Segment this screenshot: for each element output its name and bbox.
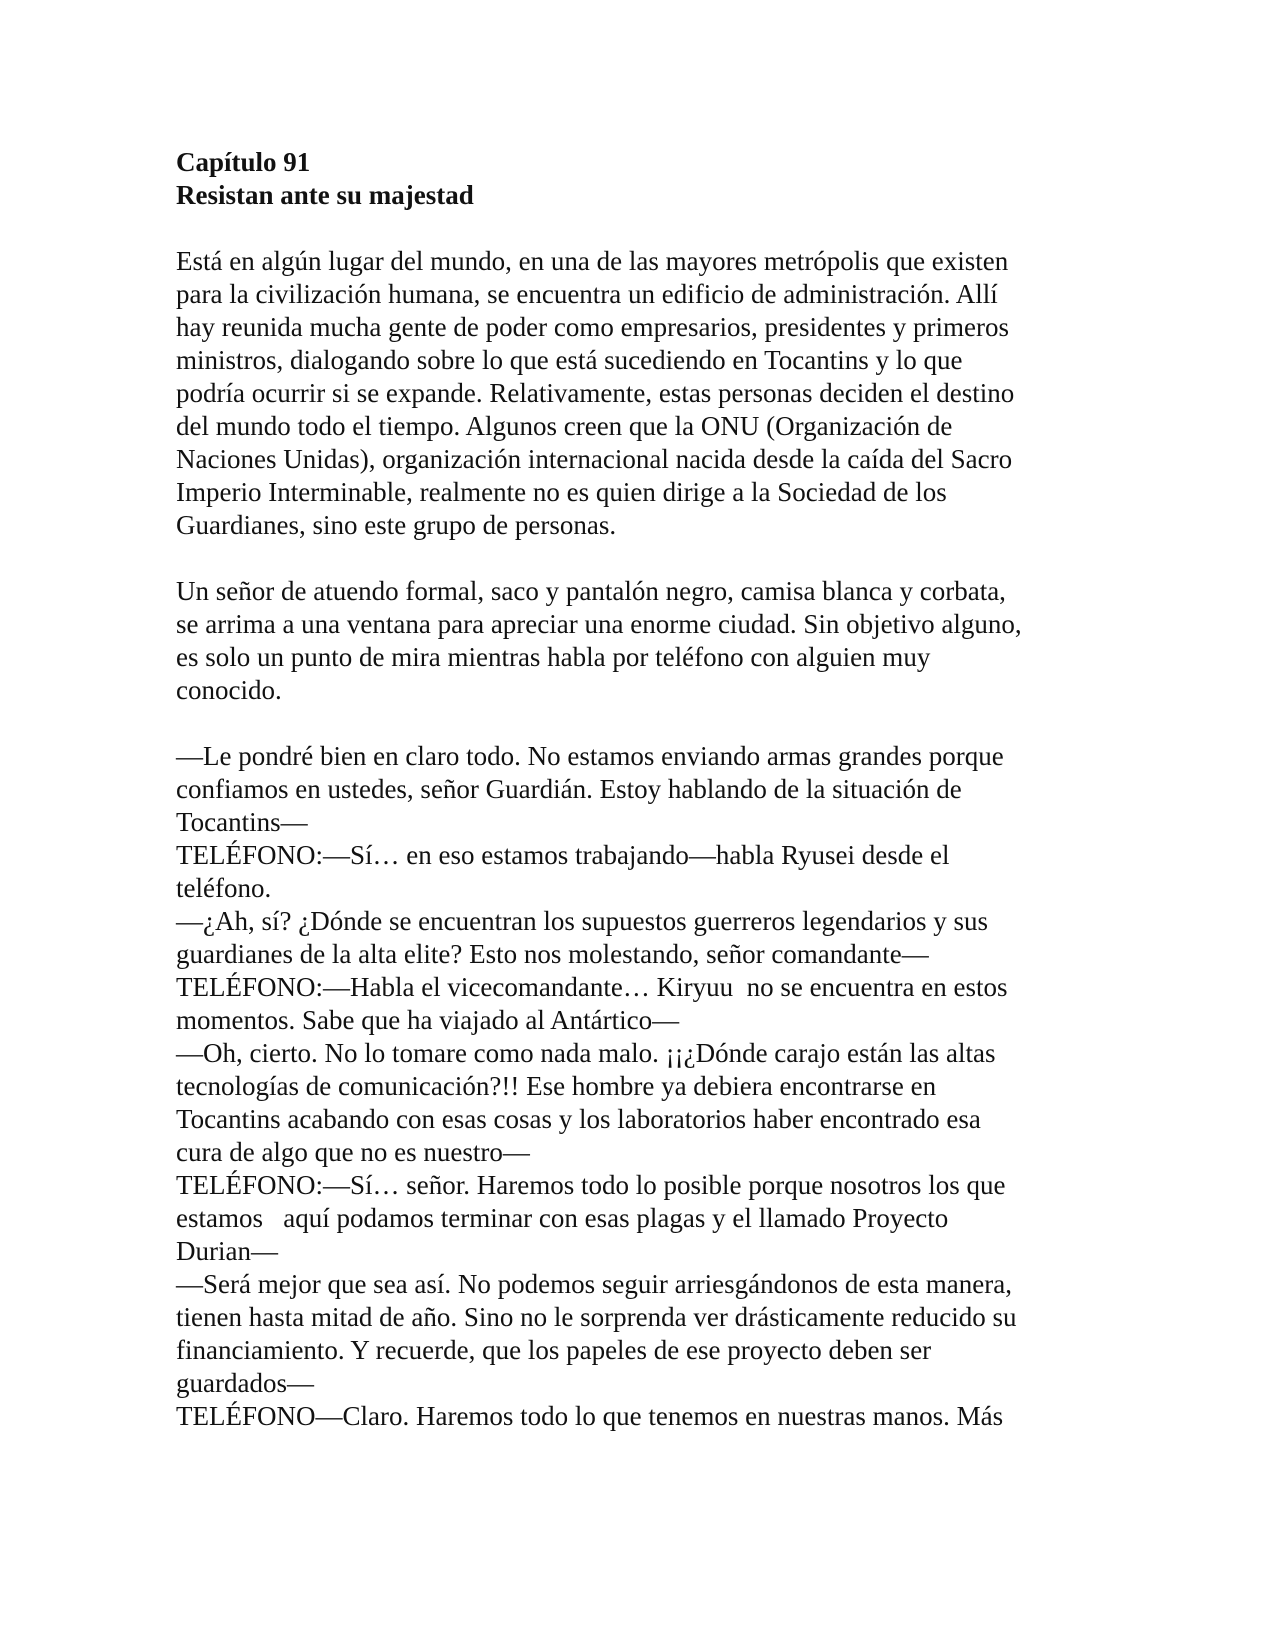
text-line: del mundo todo el tiempo. Algunos creen que la ONU (Organización de <box>176 411 953 441</box>
dialogue-line: Tocantins acabando con esas cosas y los laboratorios haber encontrado esa <box>176 1104 981 1134</box>
dialogue-line: TELÉFONO:—Sí… en eso estamos trabajando—habla Ryusei desde el <box>176 840 950 870</box>
page-text-block <box>176 146 1096 1433</box>
dialogue-line: TELÉFONO:—Habla el vicecomandante… Kiryuu no se encuentra en estos <box>176 972 1008 1002</box>
paragraph-2 <box>176 575 1096 707</box>
text-line: Imperio Interminable, realmente no es quien dirige a la Sociedad de los <box>176 477 947 507</box>
dialogue-line: estamos aquí podamos terminar con esas plagas y el llamado Proyecto <box>176 1203 949 1233</box>
text-line: Guardianes, sino este grupo de personas. <box>176 510 617 540</box>
dialogue-line: tienen hasta mitad de año. Sino no le sorprenda ver drásticamente reducido su <box>176 1302 1017 1332</box>
dialogue-section <box>176 740 1096 1433</box>
text-line: Está en algún lugar del mundo, en una de las mayores metrópolis que existen <box>176 246 1009 276</box>
dialogue-line: confiamos en ustedes, señor Guardián. Estoy hablando de la situación de <box>176 774 962 804</box>
text-line: ministros, dialogando sobre lo que está sucediendo en Tocantins y lo que <box>176 345 963 375</box>
dialogue-line: —Oh, cierto. No lo tomare como nada malo. ¡¡¿Dónde carajo están las altas <box>176 1038 996 1068</box>
chapter-number: Capítulo 91 <box>176 147 311 177</box>
dialogue-line: financiamiento. Y recuerde, que los papeles de ese proyecto deben ser <box>176 1335 932 1365</box>
dialogue-line: TELÉFONO—Claro. Haremos todo lo que tenemos en nuestras manos. Más <box>176 1401 1004 1431</box>
dialogue-line: cura de algo que no es nuestro— <box>176 1137 530 1167</box>
text-line: Naciones Unidas), organización internacional nacida desde la caída del Sacro <box>176 444 1013 474</box>
dialogue-line: —Será mejor que sea así. No podemos seguir arriesgándonos de esta manera, <box>176 1269 1012 1299</box>
dialogue-line: Tocantins— <box>176 807 308 837</box>
chapter-heading <box>176 146 1096 212</box>
chapter-title: Resistan ante su majestad <box>176 180 474 210</box>
dialogue-line: tecnologías de comunicación?!! Ese hombre ya debiera encontrarse en <box>176 1071 937 1101</box>
dialogue-line: —Le pondré bien en claro todo. No estamos enviando armas grandes porque <box>176 741 1004 771</box>
text-line: es solo un punto de mira mientras habla por teléfono con alguien muy <box>176 642 931 672</box>
paragraph-1 <box>176 245 1096 542</box>
dialogue-line: Durian— <box>176 1236 278 1266</box>
dialogue-line: —¿Ah, sí? ¿Dónde se encuentran los supuestos guerreros legendarios y sus <box>176 906 989 936</box>
text-line: hay reunida mucha gente de poder como empresarios, presidentes y primeros <box>176 312 1009 342</box>
paragraph-gap <box>176 542 1096 575</box>
text-line: se arrima a una ventana para apreciar una enorme ciudad. Sin objetivo alguno, <box>176 609 1022 639</box>
paragraph-gap <box>176 212 1096 245</box>
text-line: conocido. <box>176 675 282 705</box>
dialogue-line: TELÉFONO:—Sí… señor. Haremos todo lo posible porque nosotros los que <box>176 1170 1006 1200</box>
dialogue-line: teléfono. <box>176 873 272 903</box>
text-line: podría ocurrir si se expande. Relativamente, estas personas deciden el destino <box>176 378 1015 408</box>
dialogue-line: guardados— <box>176 1368 314 1398</box>
paragraph-gap <box>176 707 1096 740</box>
text-line: para la civilización humana, se encuentra un edificio de administración. Allí <box>176 279 998 309</box>
dialogue-line: guardianes de la alta elite? Esto nos molestando, señor comandante— <box>176 939 929 969</box>
text-line: Un señor de atuendo formal, saco y pantalón negro, camisa blanca y corbata, <box>176 576 1006 606</box>
dialogue-line: momentos. Sabe que ha viajado al Antártico— <box>176 1005 680 1035</box>
